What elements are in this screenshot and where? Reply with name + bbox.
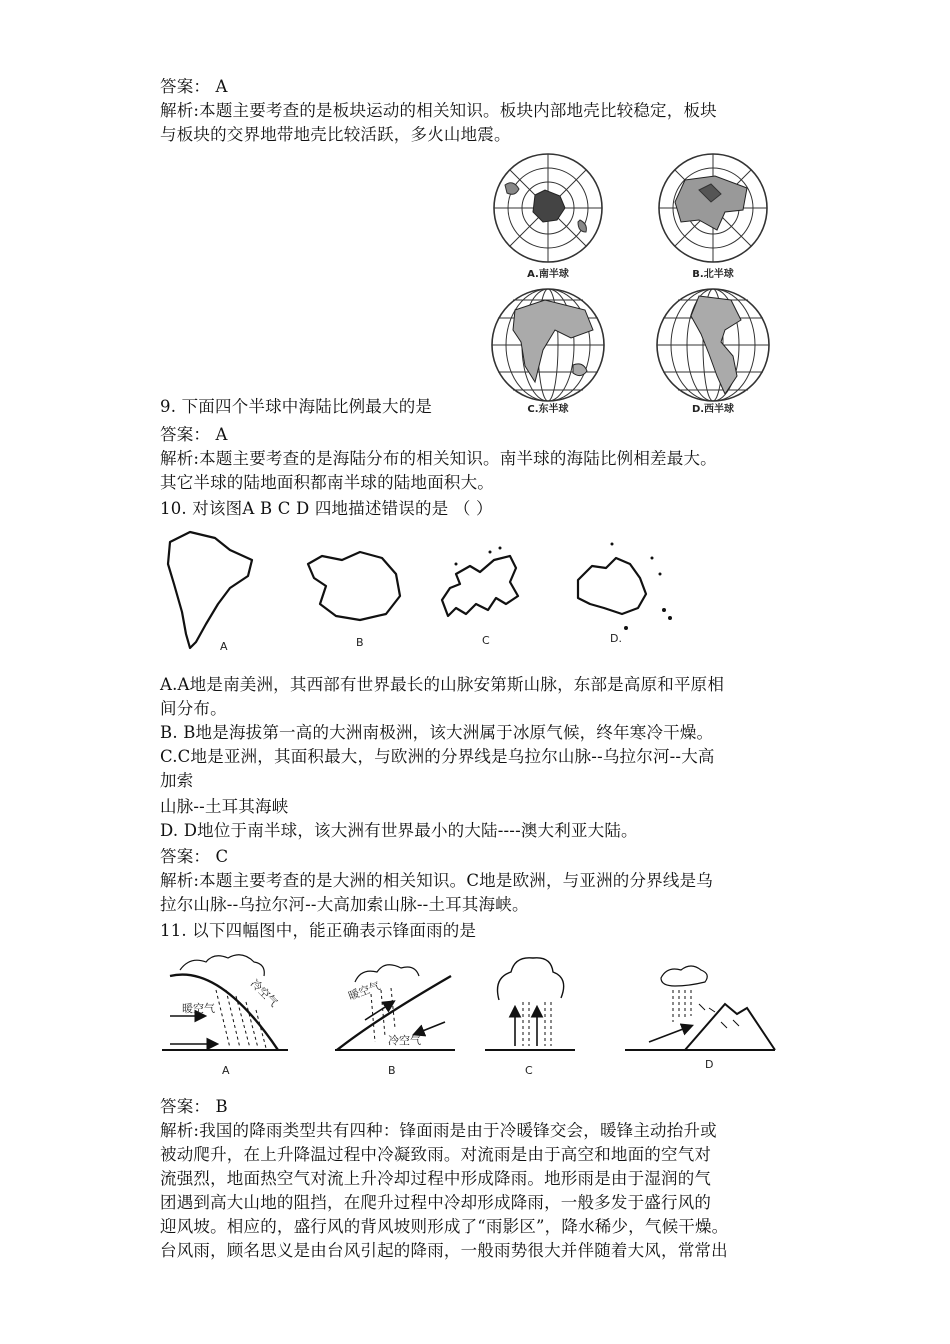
q11-analysis-line-3: 流强烈，地面热空气对流上升冷却过程中形成降雨。地形雨是由于湿润的气 xyxy=(160,1169,712,1188)
q10-analysis-line-2: 拉尔山脉--乌拉尔河--大高加索山脉--土耳其海峡。 xyxy=(160,895,529,914)
q10-option-a-line-1: A.A地是南美洲，其西部有世界最长的山脉安第斯山脉，东部是高原和平原相 xyxy=(160,675,725,694)
q10-option-b: B. B地是海拔第一高的大洲南极洲，该大洲属于冰原气候，终年寒冷干燥。 xyxy=(160,723,714,742)
q10-analysis-line-1: 解析:本题主要考查的是大洲的相关知识。C地是欧洲，与亚洲的分界线是乌 xyxy=(160,871,713,890)
q10-option-c-line-1: C.C地是亚洲，其面积最大，与欧洲的分界线是乌拉尔山脉--乌拉尔河--大高 xyxy=(160,747,715,766)
q10-option-c-line-3: 山脉--土耳其海峡 xyxy=(160,797,289,816)
figure-label-b: B xyxy=(388,1064,396,1077)
caption-d: D.西半球 xyxy=(691,404,735,415)
figure-c xyxy=(485,958,575,1050)
figure-a-cold-air: 冷空气 xyxy=(247,976,281,1010)
western-hemisphere-globe xyxy=(657,289,769,401)
q11-analysis-line-6: 台风雨，顾名思义是由台风引起的降雨，一般雨势很大并伴随着大风，常常出 xyxy=(160,1241,728,1260)
continent-label-a: A xyxy=(220,640,228,653)
continent-label-b: B xyxy=(356,636,364,649)
figure-label-c: C xyxy=(525,1064,533,1077)
q9-analysis-line-1: 解析:本题主要考查的是海陆分布的相关知识。南半球的海陆比例相差最大。 xyxy=(160,449,717,468)
q11-analysis-line-1: 解析:我国的降雨类型共有四种：锋面雨是由于冷暖锋交会，暖锋主动抬升或 xyxy=(160,1121,717,1140)
q8-analysis-line-2: 与板块的交界地带地壳比较活跃，多火山地震。 xyxy=(160,125,511,144)
caption-c: C.东半球 xyxy=(527,404,569,415)
eastern-hemisphere-globe xyxy=(492,289,604,401)
q10-question: 10. 对该图A B C D 四地描述错误的是 （ ） xyxy=(160,499,493,518)
continent-label-d: D. xyxy=(610,632,622,645)
caption-b: B.北半球 xyxy=(692,269,734,280)
figure-b-warm-air: 暖空气 xyxy=(346,979,383,1003)
continents-figure xyxy=(160,524,700,664)
q10-option-a-line-2: 间分布。 xyxy=(160,699,227,718)
rainfall-types-figure xyxy=(160,950,780,1080)
q11-question: 11. 以下四幅图中，能正确表示锋面雨的是 xyxy=(160,921,477,940)
q10-answer: 答案： C xyxy=(160,847,229,866)
q9-analysis-line-2: 其它半球的陆地面积都南半球的陆地面积大。 xyxy=(160,473,494,492)
figure-label-a: A xyxy=(222,1064,230,1077)
q9-answer: 答案： A xyxy=(160,425,228,444)
q11-analysis-line-2: 被动爬升，在上升降温过程中冷凝致雨。对流雨是由于高空和地面的空气对 xyxy=(160,1145,712,1164)
hemispheres-figure xyxy=(485,150,785,420)
q10-option-d: D. D地位于南半球，该大洲有世界最小的大陆----澳大利亚大陆。 xyxy=(160,821,638,840)
caption-a: A.南半球 xyxy=(527,269,569,280)
antarctica-outline xyxy=(308,552,400,620)
continent-label-c: C xyxy=(482,634,490,647)
q10-option-c-line-2: 加索 xyxy=(160,771,194,790)
figure-label-d: D xyxy=(705,1058,714,1071)
q8-analysis-line-1: 解析:本题主要考查的是板块运动的相关知识。板块内部地壳比较稳定，板块 xyxy=(160,101,717,120)
q8-answer: 答案： A xyxy=(160,77,228,96)
north-hemisphere-globe xyxy=(659,154,767,262)
q11-analysis-line-5: 迎风坡。相应的，盛行风的背风坡则形成了“雨影区”，降水稀少，气候干燥。 xyxy=(160,1217,729,1236)
q11-analysis-line-4: 团遇到高大山地的阻挡，在爬升过程中冷却形成降雨，一般多发于盛行风的 xyxy=(160,1193,712,1212)
figure-d xyxy=(625,966,775,1050)
q9-question: 9. 下面四个半球中海陆比例最大的是 xyxy=(160,397,433,416)
europe-outline xyxy=(442,556,518,616)
australia-outline xyxy=(578,558,646,614)
q11-answer: 答案： B xyxy=(160,1097,228,1116)
figure-a-warm-air: 暖空气 xyxy=(182,1002,215,1015)
south-hemisphere-globe xyxy=(494,154,602,262)
south-america-outline xyxy=(168,532,252,648)
figure-b-cold-air: 冷空气 xyxy=(388,1034,421,1047)
